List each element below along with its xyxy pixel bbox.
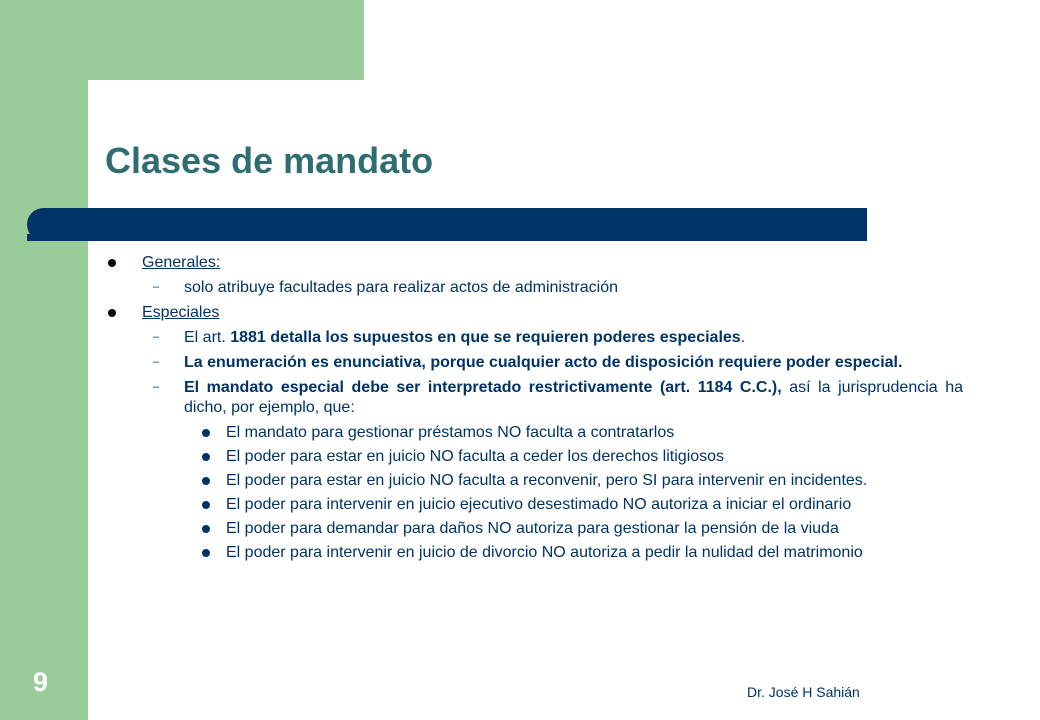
green-side-band bbox=[0, 0, 88, 720]
bullet-dot-icon bbox=[202, 429, 210, 437]
interpretacion-bold: El mandato especial debe ser interpretado restrictivamente (art. 1184 C.C.), bbox=[184, 379, 782, 396]
example-text: El poder para estar en juicio NO faculta a reconvenir, pero SI para intervenir en incidentes. bbox=[226, 472, 868, 489]
bullet-dot-icon bbox=[202, 525, 210, 533]
dash-icon: – bbox=[153, 281, 160, 293]
example-text: El poder para demandar para daños NO autoriza para gestionar la pensión de la viuda bbox=[226, 520, 839, 537]
especiales-label: Especiales bbox=[142, 304, 220, 321]
bullet-dot-icon bbox=[202, 501, 210, 509]
generales-label: Generales: bbox=[142, 254, 221, 271]
bullet-especiales bbox=[105, 303, 963, 323]
art-1881-bold: 1881 detalla los supuestos en que se requieren poderes especiales bbox=[230, 329, 741, 346]
enumeracion-text: La enumeración es enunciativa, porque cualquier acto de disposición requiere poder especial. bbox=[184, 354, 903, 371]
example-item bbox=[105, 471, 963, 491]
page-number: 9 bbox=[33, 667, 49, 697]
slide-title: Clases de mandato bbox=[105, 140, 434, 181]
art-1881-prefix: El art. bbox=[184, 329, 231, 346]
dash-icon: – bbox=[153, 381, 160, 393]
title-underline-bar bbox=[27, 208, 867, 241]
bullet-dot-icon bbox=[202, 477, 210, 485]
generales-item-text: solo atribuye facultades para realizar actos de administración bbox=[184, 279, 619, 296]
bullet-dot-icon bbox=[202, 549, 210, 557]
dash-icon: – bbox=[153, 331, 160, 343]
example-text: El poder para intervenir en juicio ejecutivo desestimado NO autoriza a iniciar el ordinario bbox=[226, 496, 852, 513]
example-item bbox=[105, 423, 963, 443]
bullet-dot-icon bbox=[108, 259, 116, 267]
bullet-generales bbox=[105, 253, 963, 273]
green-top-band bbox=[0, 0, 364, 80]
dash-icon: – bbox=[153, 356, 160, 368]
bullet-dot-icon bbox=[108, 309, 116, 317]
footer-author: Dr. José H Sahián bbox=[747, 684, 860, 700]
example-item bbox=[105, 495, 963, 515]
sub-item-generales bbox=[105, 278, 963, 298]
sub-item-enumeracion bbox=[105, 353, 963, 373]
example-item bbox=[105, 543, 963, 563]
example-text: El poder para intervenir en juicio de divorcio NO autoriza a pedir la nulidad del matrimonio bbox=[226, 544, 863, 561]
interpretacion-suffix: así la jurisprudencia ha dicho, por ejemplo, que: bbox=[184, 379, 963, 416]
art-1881-suffix: . bbox=[740, 329, 746, 346]
sub-item-art-1881 bbox=[105, 328, 963, 348]
sub-item-interpretacion bbox=[105, 378, 963, 418]
bullet-dot-icon bbox=[202, 453, 210, 461]
example-text: El poder para estar en juicio NO faculta a ceder los derechos litigiosos bbox=[226, 448, 725, 465]
example-item bbox=[105, 519, 963, 539]
slide-content bbox=[105, 253, 963, 567]
example-item bbox=[105, 447, 963, 467]
example-text: El mandato para gestionar préstamos NO faculta a contratarlos bbox=[226, 424, 675, 441]
